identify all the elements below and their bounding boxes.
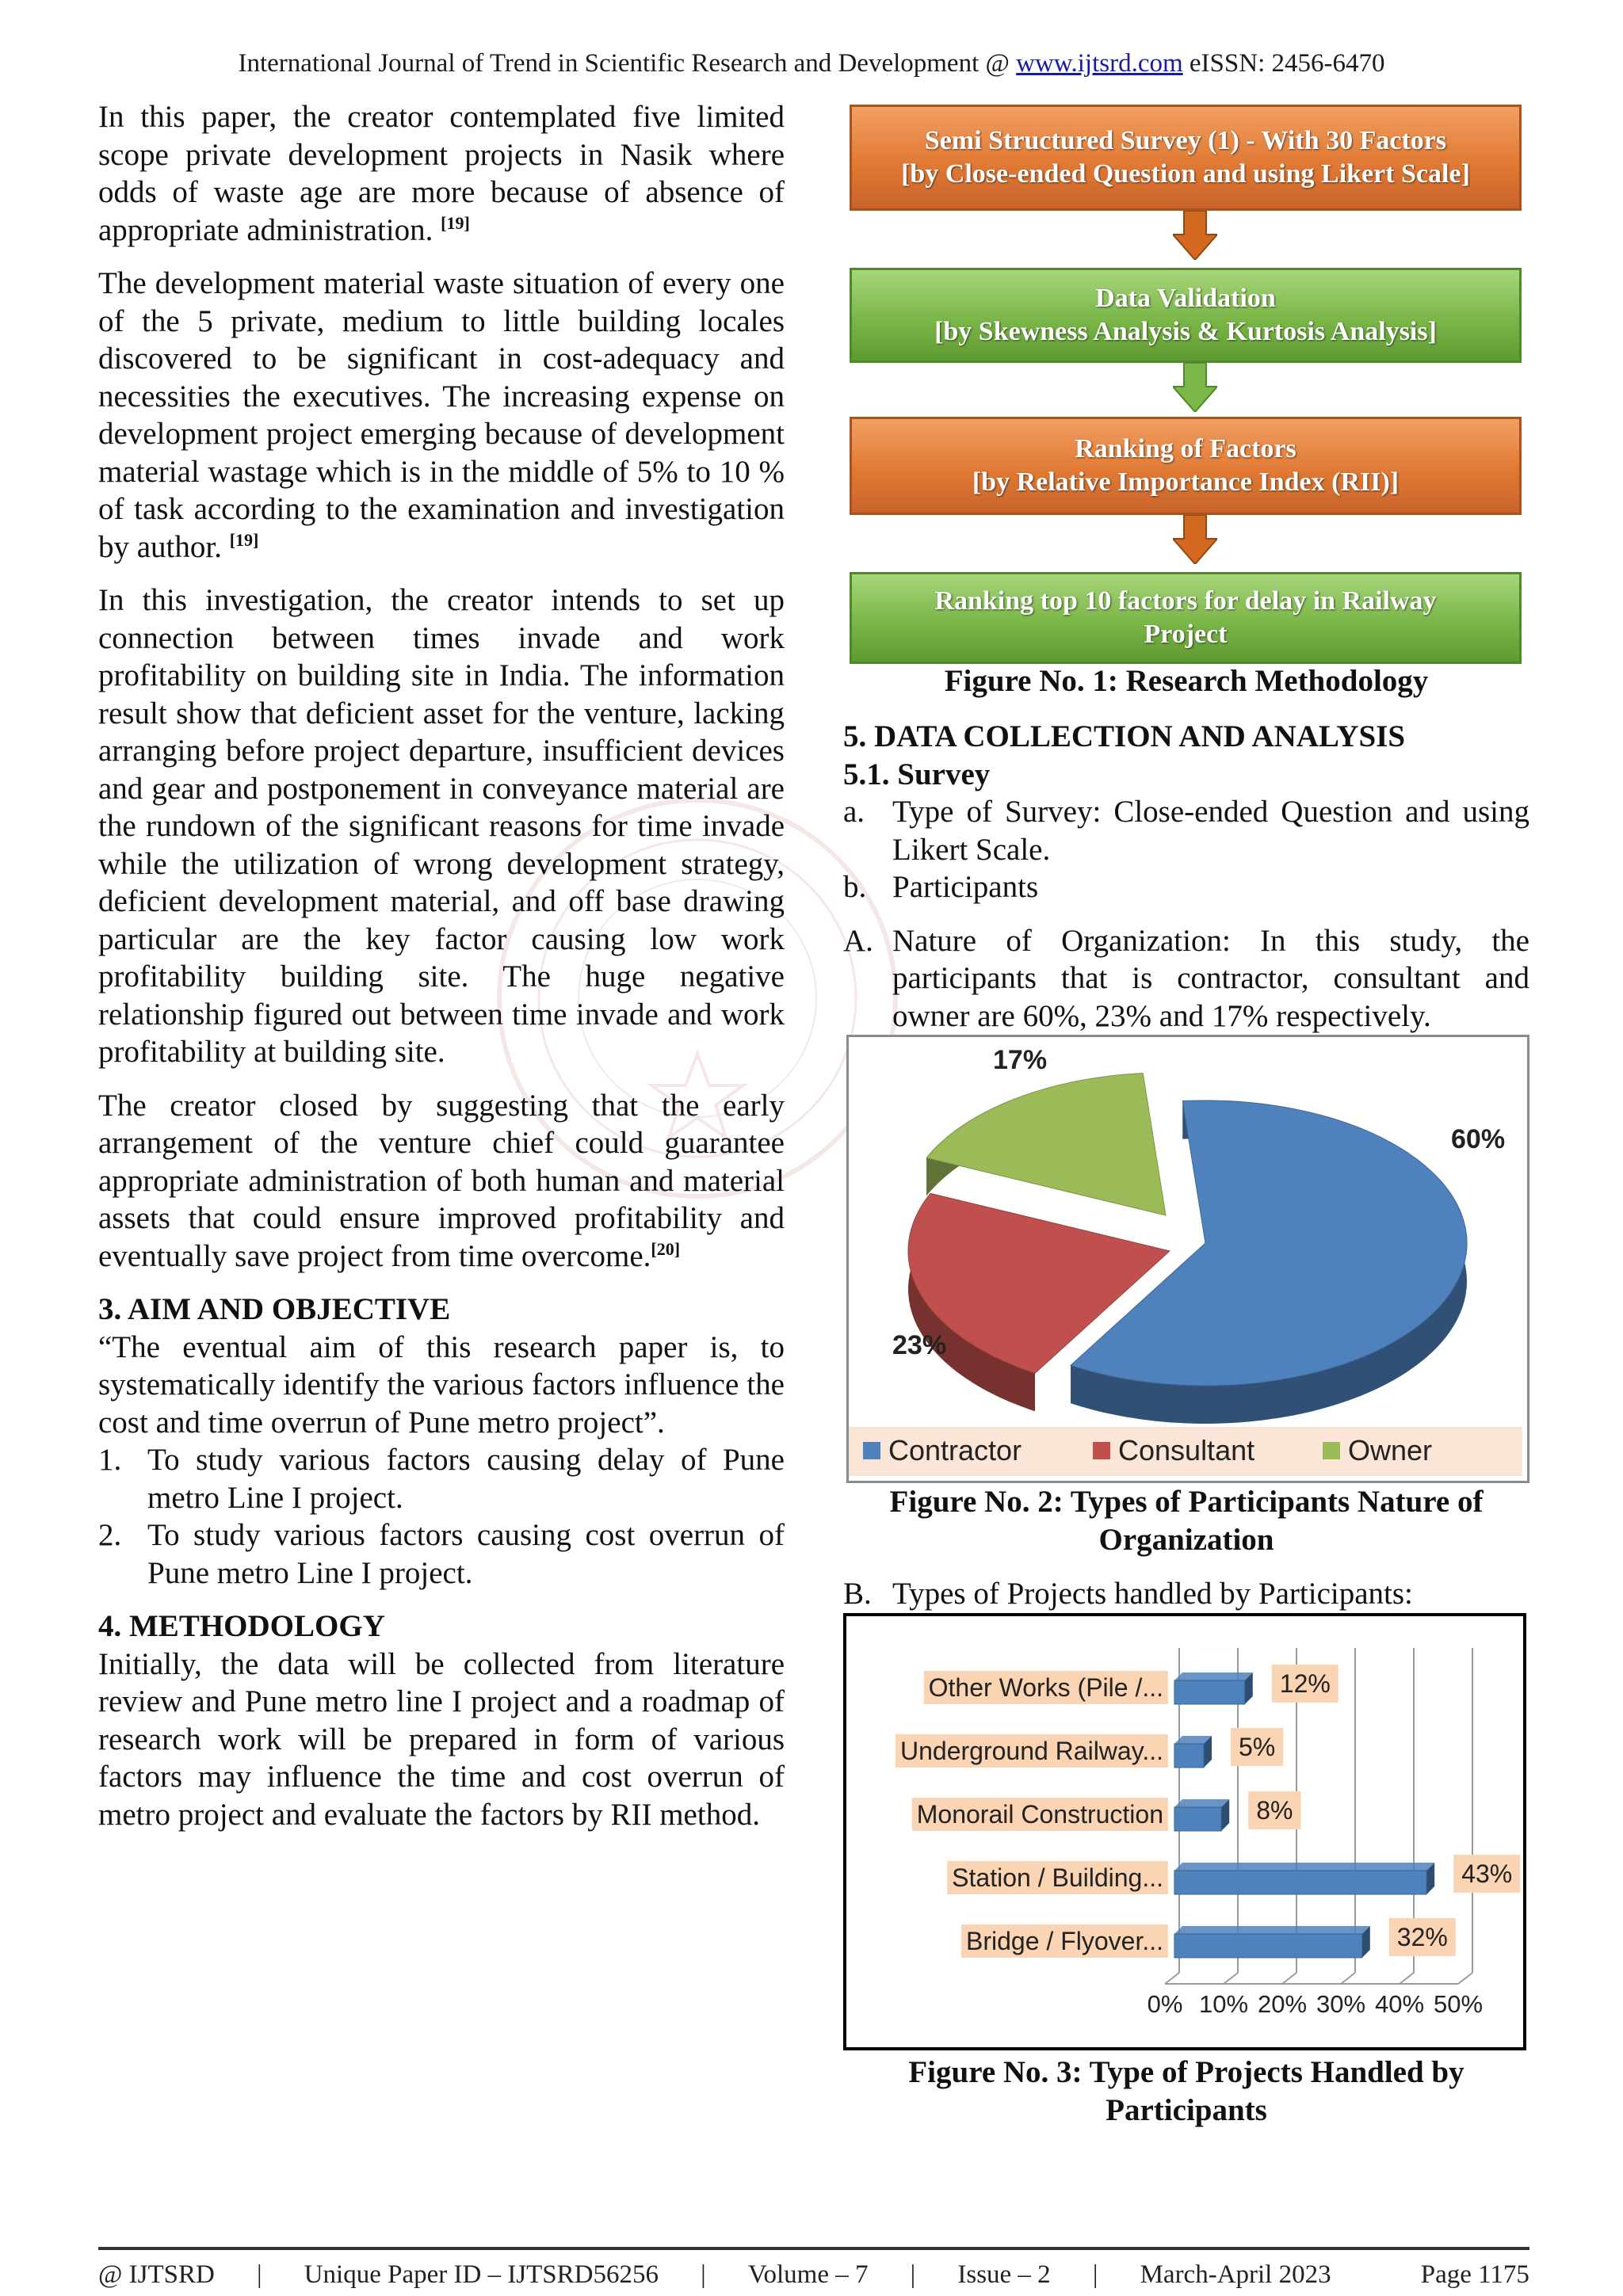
flowchart-step-survey: Semi Structured Survey (1) - With 30 Factors [by Close-ended Question and using Likert Scale] [850, 105, 1522, 211]
legend-swatch [863, 1442, 880, 1459]
header-journal-name: International Journal of Trend in Scientific Research and Development @ [238, 49, 1010, 78]
figure-3-bar-chart [843, 1613, 1526, 2050]
category-label: Station / Building... [952, 1863, 1163, 1892]
section-4-heading: 4. METHODOLOGY [98, 1609, 385, 1643]
gridline-floor [1165, 1973, 1179, 1984]
list-item: 1. To study various factors causing delay of Pune metro Line I project. [98, 1443, 785, 1515]
flowchart-step-ranking: Ranking of Factors [by Relative Importance Index (RII)] [850, 417, 1522, 515]
figure-2-caption: Figure No. 2: Types of Participants Nature of Organization [889, 1485, 1484, 1557]
category-label: Underground Railway... [899, 1737, 1163, 1765]
x-tick-label: 40% [1374, 1990, 1425, 2018]
flow-arrow-down-icon [1173, 211, 1217, 260]
pie-data-label: 17% [993, 1045, 1048, 1075]
bar [1174, 1807, 1221, 1831]
footer-issue: Issue – 2 [957, 2260, 1051, 2289]
list-item: 2. To study various factors causing cost overrun of Pune metro Line I project. [98, 1518, 785, 1590]
section-4-text: Initially, the data will be collected from literature review and Pune metro line I project and a roadmap of research work will be prepared in form of various factors may influence the time and cost overrun of metro project and evaluate the factors by RII method. [98, 1646, 785, 1832]
category-label: Other Works (Pile /... [928, 1673, 1163, 1702]
running-header [0, 49, 1623, 78]
paragraph-2: The development material waste situation of every one of the 5 private, medium to little building locales discovered to be significant in cost-adequacy and necessities the executives. The increasing expense on development project emerging because of development material wastage which is in the middle of 5% to 10 % of task according to the examination and investigation by author. [19] [98, 266, 785, 564]
bar-chart-svg [846, 1616, 1523, 2047]
flow-arrow-down-icon [1173, 515, 1217, 564]
bar-data-label: 8% [1256, 1796, 1293, 1825]
legend-swatch [1323, 1442, 1340, 1459]
objectives-list [98, 1441, 785, 1592]
x-tick-label: 30% [1316, 1990, 1366, 2018]
x-tick-label: 0% [1147, 1990, 1183, 2018]
gridline-floor [1458, 1973, 1472, 1984]
citation-ref: [19] [229, 529, 259, 550]
footer-rule [98, 2247, 1529, 2250]
footer-paper-id: Unique Paper ID – IJTSRD56256 [304, 2260, 659, 2289]
bar [1174, 1871, 1426, 1894]
figure-3-caption: Figure No. 3: Type of Projects Handled by Participants [908, 2055, 1465, 2127]
footer-date: March-April 2023 [1140, 2260, 1331, 2289]
bar-top [1174, 1799, 1229, 1807]
paragraph-1: In this paper, the creator contemplated five limited scope private development projects in Nasik where odds of waste age are more because of absence of appropriate administration. [19] [98, 100, 785, 247]
bar [1174, 1680, 1245, 1704]
pie-data-label: 23% [892, 1330, 947, 1360]
x-tick-label: 20% [1257, 1990, 1308, 2018]
footer-journal: @ IJTSRD [98, 2260, 215, 2289]
section-5-1-heading: 5.1. Survey [843, 757, 991, 791]
bar [1174, 1934, 1362, 1958]
list-item: a. Type of Survey: Close-ended Question and using Likert Scale. [843, 795, 1529, 867]
section-3-heading: 3. AIM AND OBJECTIVE [98, 1292, 451, 1326]
x-tick-label: 10% [1198, 1990, 1249, 2018]
bar-top [1174, 1672, 1253, 1680]
gridline-floor [1341, 1973, 1355, 1984]
bar-data-label: 43% [1461, 1859, 1513, 1888]
section-3-text: “The eventual aim of this research paper is, to systematically identify the various factors influence the cost and time overrun of Pune metro project”. [98, 1329, 785, 1440]
legend-label: Contractor [888, 1434, 1022, 1466]
gridline-floor [1282, 1973, 1296, 1984]
participants-item-b: B. Types of Projects handled by Participants: [843, 1577, 1413, 1611]
flow-arrow-down-icon [1173, 363, 1217, 412]
bar-data-label: 12% [1279, 1669, 1331, 1698]
x-tick-label: 50% [1433, 1990, 1484, 2018]
participants-item-a: A. Nature of Organization: In this study, the participants that is contractor, consultant and owner are 60%, 23% and 17% respectively. [843, 923, 1529, 1033]
list-item: b. Participants [843, 870, 1039, 904]
legend-label: Owner [1348, 1434, 1433, 1466]
figure-2-pie-chart [846, 1035, 1529, 1483]
bar-top [1174, 1926, 1370, 1934]
pie-slice-owner [926, 1074, 1166, 1215]
survey-list [843, 793, 1529, 906]
page-footer: @ IJTSRD | Unique Paper ID – IJTSRD56256 | Volume – 7 | Issue – 2 | March-April 2023 Page 1175 [98, 2260, 1529, 2289]
category-label: Bridge / Flyover... [966, 1927, 1163, 1955]
category-label: Monorail Construction [916, 1800, 1163, 1829]
bar-data-label: 5% [1239, 1733, 1276, 1761]
flowchart-step-top10: Ranking top 10 factors for delay in Railway Project [850, 572, 1522, 664]
legend-swatch [1093, 1442, 1110, 1459]
paragraph-4: The creator closed by suggesting that the early arrangement of the venture chief could guarantee appropriate administration of both human and material assets that could ensure improved profitability and eventually save project from time overcome.[20] [98, 1088, 785, 1273]
citation-ref: [19] [441, 212, 470, 233]
pie-chart-svg [849, 1037, 1522, 1476]
legend-label: Consultant [1118, 1434, 1255, 1466]
paragraph-3: In this investigation, the creator intends to set up connection between times invade and work profitability on building site in India. The information result show that deficient asset for the venture, lacking arranging before project departure, insufficient devices and gear and postponement in conveyance material are the rundown of the significant reasons for time invade while the utilization of wrong development strategy, deficient development material, and off base drawing particular are the key factor causing low work profitability building site. The huge negative relationship figured out between time invade and work profitability at building site. [98, 583, 785, 1069]
section-5-heading: 5. DATA COLLECTION AND ANALYSIS [843, 719, 1406, 753]
pie-data-label: 60% [1451, 1124, 1506, 1154]
left-column [98, 98, 785, 1849]
gridline-floor [1400, 1973, 1414, 1984]
footer-volume: Volume – 7 [747, 2260, 869, 2289]
header-issn: eISSN: 2456-6470 [1189, 49, 1385, 78]
gridline-floor [1224, 1973, 1238, 1984]
bar-top [1174, 1863, 1434, 1871]
header-url-link[interactable]: www.ijtsrd.com [1016, 49, 1183, 78]
citation-ref: [20] [651, 1238, 681, 1259]
figure-1-caption: Figure No. 1: Research Methodology [944, 664, 1429, 698]
bar [1174, 1744, 1204, 1768]
footer-page-number: Page 1175 [1420, 2260, 1529, 2289]
bar-data-label: 32% [1396, 1923, 1448, 1951]
flowchart-step-validation: Data Validation [by Skewness Analysis & Kurtosis Analysis] [850, 268, 1522, 363]
